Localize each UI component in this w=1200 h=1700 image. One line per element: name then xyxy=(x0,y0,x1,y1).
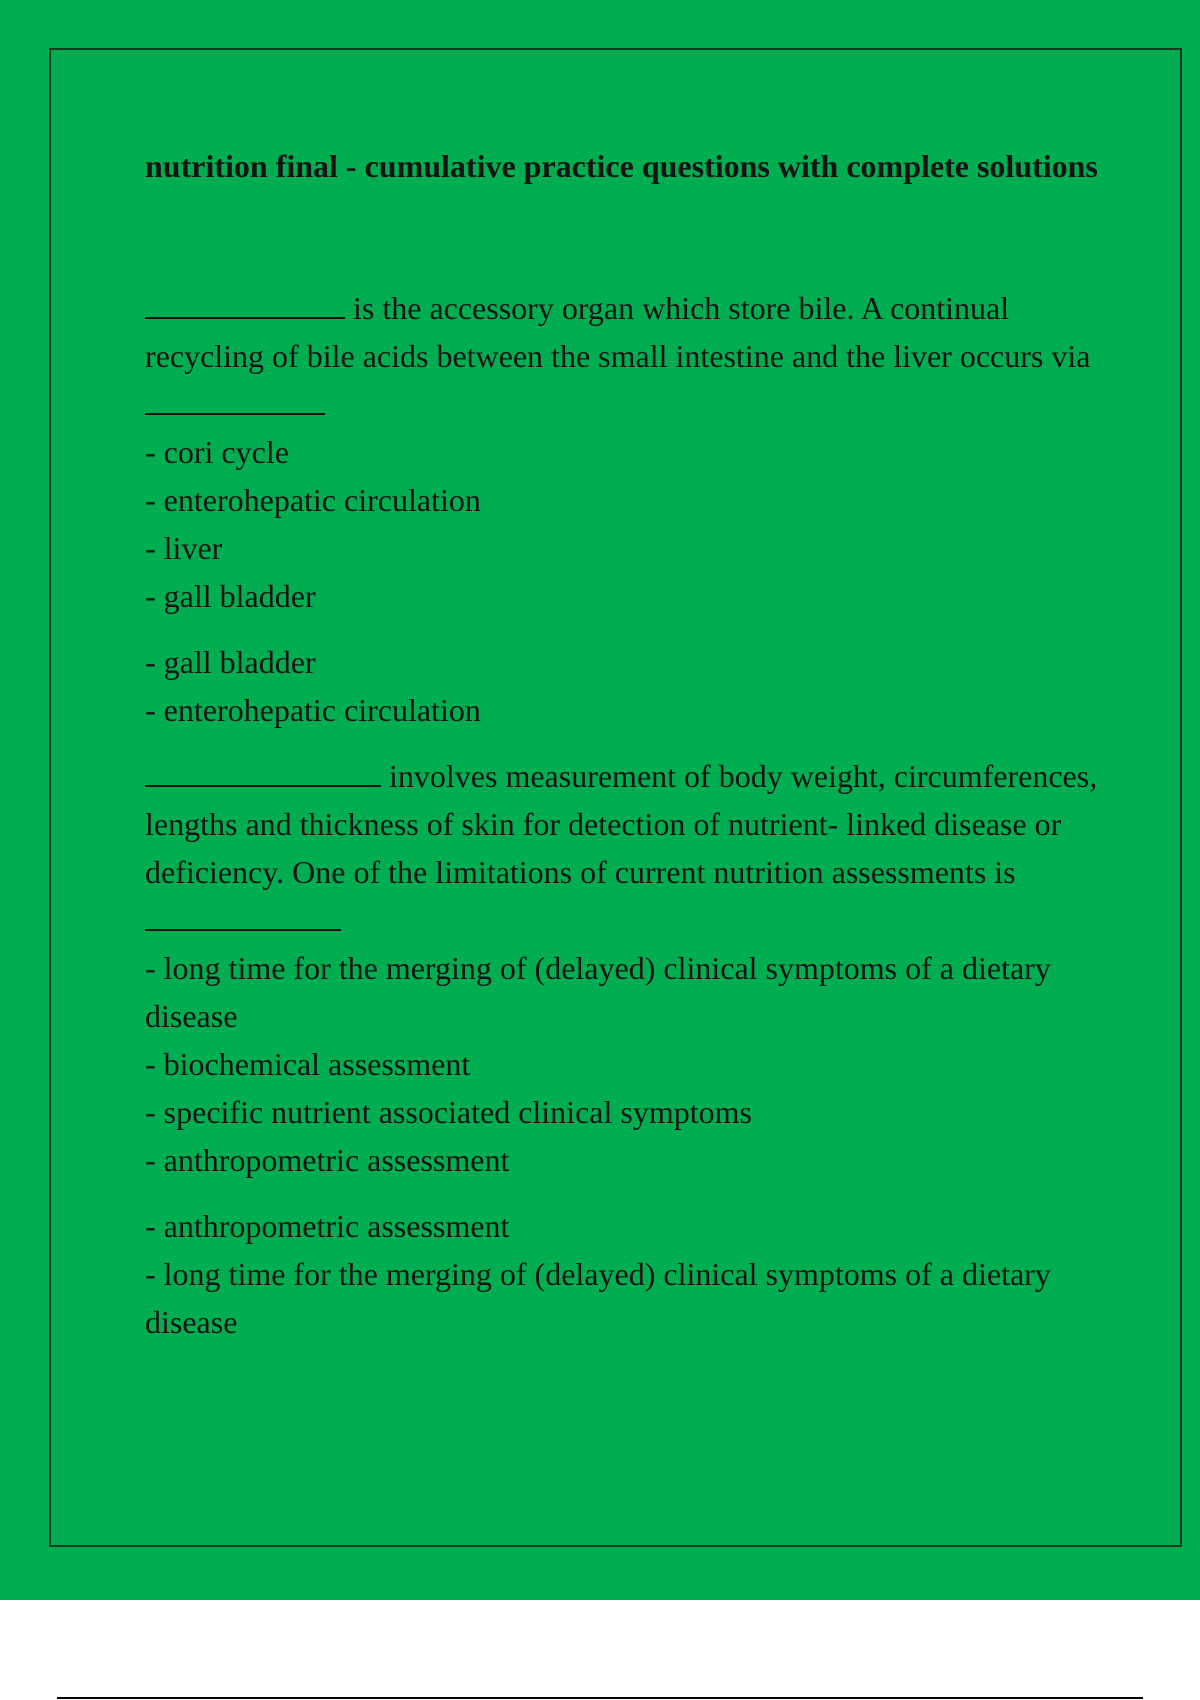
document-title: nutrition final - cumulative practice questions with complete solutions xyxy=(145,148,1098,184)
option-item: - enterohepatic circulation xyxy=(145,482,481,518)
answer-item: - enterohepatic circulation xyxy=(145,692,481,728)
question-1-answers xyxy=(145,638,1105,734)
option-item: - liver xyxy=(145,530,223,566)
question-2-stem: involves measurement of body weight, circumferences, lengths and thickness of skin for detection of nutrient- linked disease or deficiency. One of the limitations of current nutrition assessments is xyxy=(145,758,1098,890)
answer-blank xyxy=(145,285,345,319)
option-item: - biochemical assessment xyxy=(145,1046,471,1082)
question-1 xyxy=(145,284,1105,734)
answer-blank xyxy=(145,897,341,931)
answer-item: - anthropometric assessment xyxy=(145,1208,510,1244)
answer-item: - gall bladder xyxy=(145,644,316,680)
question-2-answers xyxy=(145,1202,1105,1346)
option-item: - specific nutrient associated clinical symptoms xyxy=(145,1094,752,1130)
answer-item: - long time for the merging of (delayed) clinical symptoms of a dietary disease xyxy=(145,1256,1051,1340)
answer-blank xyxy=(145,753,381,787)
question-1-text xyxy=(145,284,1105,428)
option-item: - cori cycle xyxy=(145,434,289,470)
question-2 xyxy=(145,752,1105,1346)
option-item: - anthropometric assessment xyxy=(145,1142,510,1178)
option-item: - long time for the merging of (delayed) clinical symptoms of a dietary disease xyxy=(145,950,1051,1034)
document-content xyxy=(145,142,1105,1346)
question-1-options xyxy=(145,428,1105,620)
option-item: - gall bladder xyxy=(145,578,316,614)
footer-divider xyxy=(57,1697,1143,1699)
question-1-stem: is the accessory organ which store bile. A continual recycling of bile acids between the small intestine and the liver occurs via xyxy=(145,290,1091,374)
question-2-text xyxy=(145,752,1105,944)
answer-blank xyxy=(145,381,325,415)
question-2-options xyxy=(145,944,1105,1184)
